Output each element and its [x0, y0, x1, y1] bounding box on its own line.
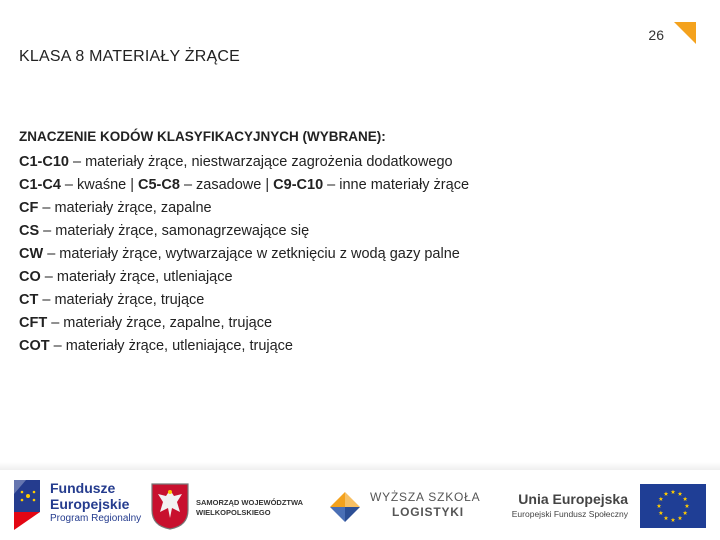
code-description: – materiały żrące, wytwarzające w zetknięciu z wodą gazy palne: [43, 246, 460, 262]
code-list: [19, 151, 659, 358]
code-label: CFT: [19, 315, 48, 331]
code-label: CS: [19, 223, 40, 239]
code-line: [19, 220, 659, 243]
unia-europejska-logo: [486, 484, 711, 530]
code-description: – materiały żrące, utleniające: [40, 269, 233, 285]
code-label: COT: [19, 338, 50, 354]
wsl-logo: [326, 486, 491, 528]
code-label: C1-C10: [19, 154, 69, 170]
code-label: C9-C10: [273, 177, 324, 193]
code-line: [19, 266, 659, 289]
fe-line3: Program Regionalny: [50, 513, 142, 524]
code-label: C5-C8: [138, 177, 180, 193]
code-line: [19, 174, 659, 197]
slide-title: KLASA 8 MATERIAŁY ŻRĄCE: [19, 48, 240, 65]
code-label: C1-C4: [19, 177, 61, 193]
page-number: 26: [648, 27, 664, 43]
ue-line2: Europejski Fundusz Społeczny: [511, 509, 628, 519]
code-line: [19, 312, 659, 335]
wsl-mark-icon: [326, 488, 364, 526]
code-description: – materiały żrące, zapalne, trujące: [47, 315, 273, 331]
content-block: [19, 128, 659, 358]
code-description: – materiały żrące, zapalne: [38, 200, 212, 216]
section-heading: ZNACZENIE KODÓW KLASYFIKACYJNYCH (WYBRANE):: [19, 129, 386, 144]
corner-triangle-icon: [674, 22, 696, 44]
eu-flag-icon: [640, 484, 706, 528]
code-line: [19, 289, 659, 312]
samorzad-line1: SAMORZĄD WOJEWÓDZTWA: [196, 498, 304, 507]
code-description: – materiały żrące, samonagrzewające się: [39, 223, 310, 239]
fundusze-europejskie-logo: [10, 478, 145, 530]
code-line: [19, 335, 659, 358]
code-description: – inne materiały żrące: [323, 177, 470, 193]
code-description: – zasadowe |: [179, 177, 274, 193]
wsl-line2: LOGISTYKI: [392, 505, 464, 519]
eagle-shield-icon: [150, 482, 190, 530]
code-label: CT: [19, 292, 39, 308]
code-description: – kwaśne |: [60, 177, 139, 193]
ue-line1: Unia Europejska: [518, 491, 628, 507]
wsl-line1: WYŻSZA SZKOŁA: [370, 490, 481, 504]
code-label: CO: [19, 269, 41, 285]
code-line: [19, 243, 659, 266]
code-label: CF: [19, 200, 39, 216]
fe-line1: Fundusze: [50, 480, 116, 496]
fe-mark-icon: [10, 478, 44, 530]
code-description: – materiały żrące, trujące: [38, 292, 205, 308]
code-description: – materiały żrące, niestwarzające zagrożenia dodatkowego: [68, 154, 453, 170]
code-line: [19, 197, 659, 220]
samorzad-line2: WIELKOPOLSKIEGO: [196, 508, 271, 517]
code-line: [19, 151, 659, 174]
wielkopolska-logo: [150, 482, 320, 530]
code-description: – materiały żrące, utleniające, trujące: [49, 338, 294, 354]
code-label: CW: [19, 246, 44, 262]
fe-line2: Europejskie: [50, 496, 130, 512]
